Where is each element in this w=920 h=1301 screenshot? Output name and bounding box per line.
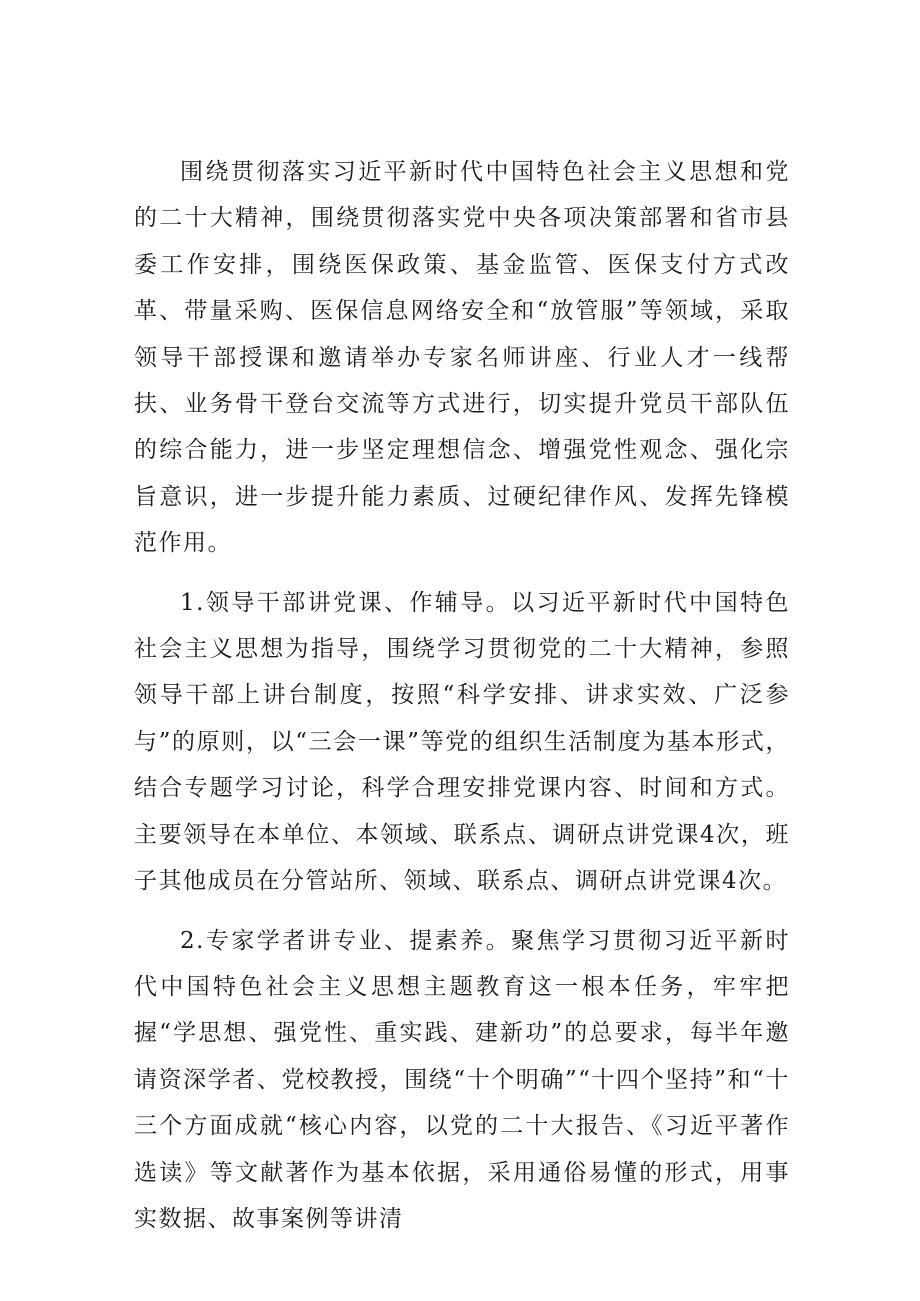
paragraph-item-2: 2.专家学者讲专业、提素养。聚焦学习贯彻习近平新时代中国特色社会主义思想主题教育这一根本任务，牢牢把握“学思想、强党性、重实践、建新功”的总要求，每半年邀请资深学者、党校教授，围绕“十个明确”“十四个坚持”和“十三个方面成就“核心内容，以党的二十大报告、《习近平著作选读》等文献著作为基本依据，采用通俗易懂的形式，用事实数据、故事案例等讲清 bbox=[134, 927, 790, 1232]
paragraph-item-1: 1.领导干部讲党课、作辅导。以习近平新时代中国特色社会主义思想为指导，围绕学习贯彻党的二十大精神，参照领导干部上讲台制度，按照“科学安排、讲求实效、广泛参与”的原则，以“三会一课”等党的组织生活制度为基本形式，结合专题学习讨论，科学合理安排党课内容、时间和方式。主要领导在本单位、本领域、联系点、调研点讲党课4次，班子其他成员在分管站所、领域、联系点、调研点讲党课4次。 bbox=[134, 589, 790, 895]
paragraph-intro: 围绕贯彻落实习近平新时代中国特色社会主义思想和党的二十大精神，围绕贯彻落实党中央各项决策部署和省市县委工作安排，围绕医保政策、基金监管、医保支付方式改革、带量采购、医保信息网络安全和“放管服”等领域，采取领导干部授课和邀请举办专家名师讲座、行业人才一线帮扶、业务骨干登台交流等方式进行，切实提升党员干部队伍的综合能力，进一步坚定理想信念、增强党性观念、强化宗旨意识，进一步提升能力素质、过硬纪律作风、发挥先锋模范作用。 bbox=[134, 159, 790, 557]
document-body bbox=[134, 149, 790, 1255]
